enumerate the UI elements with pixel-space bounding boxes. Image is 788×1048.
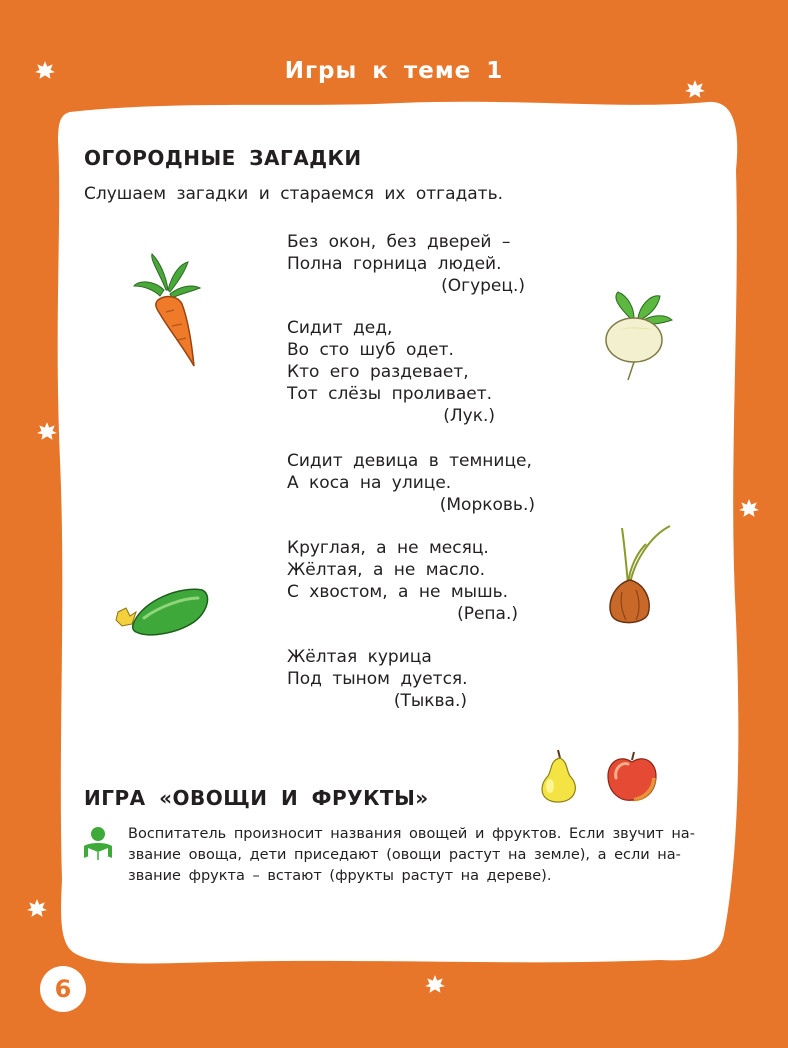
maple-leaf-icon xyxy=(424,974,446,996)
riddle-line: Под тыном дуется. xyxy=(287,669,468,689)
riddle-answer: (Тыква.) xyxy=(393,691,467,711)
game-text-line: звание фрукта – встают (фрукты растут на дереве). xyxy=(128,868,552,884)
maple-leaf-icon xyxy=(36,421,58,443)
turnip-illustration xyxy=(600,288,676,382)
section-title-riddles: ОГОРОДНЫЕ ЗАГАДКИ xyxy=(84,146,362,170)
game-text-line: Воспитатель произносит названия овощей и фруктов. Если звучит на- xyxy=(128,826,695,842)
riddle-line: Полна горница людей. xyxy=(287,254,502,274)
section-intro: Слушаем загадки и стараемся их отгадать. xyxy=(84,184,503,204)
teacher-icon xyxy=(82,826,114,862)
riddle-line: Круглая, а не месяц. xyxy=(287,538,489,558)
riddle-line: Тот слёзы проливает. xyxy=(287,384,493,404)
onion-illustration xyxy=(604,522,674,630)
game-description xyxy=(128,824,720,887)
cucumber-illustration xyxy=(114,582,212,638)
riddle xyxy=(287,537,518,625)
riddle-answer: (Морковь.) xyxy=(439,495,535,515)
riddle xyxy=(287,646,467,712)
riddle-line: А коса на улице. xyxy=(287,473,452,493)
pear-illustration xyxy=(536,748,582,804)
riddle xyxy=(287,231,525,297)
riddle-answer: (Репа.) xyxy=(457,604,518,624)
riddle-line: Сидит дед, xyxy=(287,318,393,338)
riddle-line: Жёлтая курица xyxy=(287,647,432,667)
apple-illustration xyxy=(604,748,660,804)
maple-leaf-icon xyxy=(738,498,760,520)
section-title-game: ИГРА «ОВОЩИ И ФРУКТЫ» xyxy=(84,786,429,810)
riddle-line: Без окон, без дверей – xyxy=(287,232,511,252)
riddle xyxy=(287,317,495,427)
riddle xyxy=(287,450,535,516)
riddle-line: Сидит девица в темнице, xyxy=(287,451,532,471)
page-title: Игры к теме 1 xyxy=(284,58,504,84)
riddle-line: Жёлтая, а не масло. xyxy=(287,560,486,580)
riddle-answer: (Огурец.) xyxy=(441,276,525,296)
riddle-line: Кто его раздевает, xyxy=(287,362,469,382)
carrot-illustration xyxy=(130,250,204,368)
game-text-line: звание овоща, дети приседают (овощи растут на земле), а если на- xyxy=(128,847,681,863)
riddle-line: С хвостом, а не мышь. xyxy=(287,582,509,602)
page-number: 6 xyxy=(40,966,86,1012)
riddle-answer: (Лук.) xyxy=(443,406,495,426)
riddle-line: Во сто шуб одет. xyxy=(287,340,454,360)
maple-leaf-icon xyxy=(26,898,48,920)
